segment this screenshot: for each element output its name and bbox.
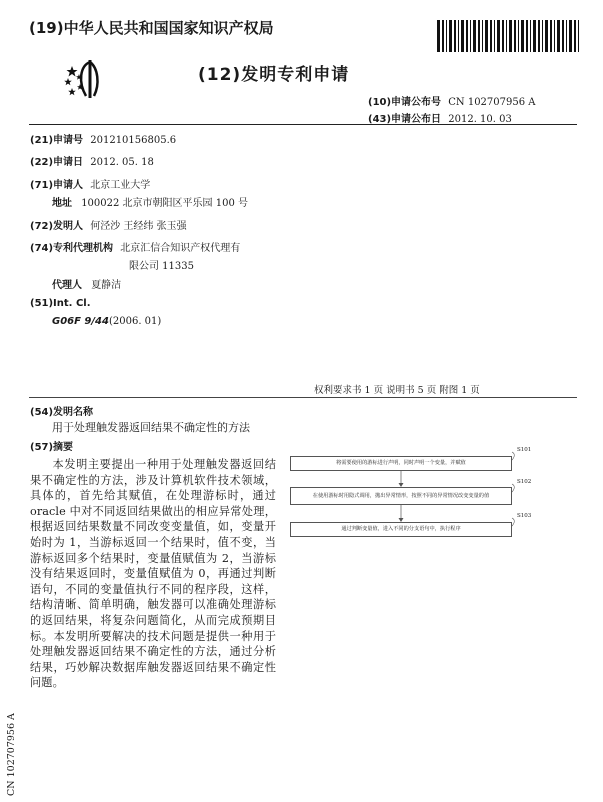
flow-step-3-text: 通过判断变量值，进入不同的分支语句中，执行程序 [341,526,461,533]
publication-number-value: CN 102707956 A [448,97,536,108]
agent-value: 夏静洁 [91,280,122,291]
ipc-label-text: (51)Int. Cl. [30,298,91,309]
flow-step-2-text: 在使用游标时用隐式调用，抛出异常情形，按照不同的异常情况改变变量的值 [312,492,490,499]
publication-number-label: (10)申请公布号 [368,97,442,108]
ipc-label [30,298,91,309]
inventors-label: (72)发明人 [30,221,84,232]
document-type: (12)发明专利申请 [198,65,350,85]
barcode [435,20,585,52]
cnipa-logo [60,56,106,102]
ipc-version: (2006. 01) [108,316,162,327]
summary-divider [29,397,577,398]
address-value: 100022 北京市朝阳区平乐园 100 号 [81,198,248,209]
office-name: (19)中华人民共和国国家知识产权局 [29,19,274,37]
applicant [30,176,150,191]
agent-label: 代理人 [52,280,82,291]
agent [52,276,121,291]
flow-step-1-id: S101 [517,447,532,453]
filing-date-label: (22)申请日 [30,157,84,168]
title-label: (54)发明名称 [30,407,94,418]
address-label: 地址 [52,198,72,209]
filing-date-value: 2012. 05. 18 [90,157,154,168]
application-number-label: (21)申请号 [30,135,84,146]
publication-number [368,93,536,108]
ipc-code: G06F 9/44 [52,316,109,327]
side-publication-number-text: CN 102707956 A [6,713,17,796]
patent-agency-continued: 限公司 11335 [129,261,194,272]
flowchart-connectors [280,446,540,541]
abstract-body: 本发明主要提出一种用于处理触发器返回结果不确定性的方法，涉及计算机软件技术领域，具体的，首先给其赋值，在处理游标时，通过 oracle 中对不同返回结果做出的相应异常处理，根据返回结果数量不同改变变量值，如，变量开始时为 1，当游标返回一个结果时，值不变，当游标返回多个结果时，变量值赋值为 2，当游标没有结果返回时，变量值赋值为 0，再通过判断语句，不同的变量值执行不同的程序段，这样，结构清晰、简单明确，触发器可以准确处理游标的返回结果，将复杂问题简化，从而完成预期目标。本发明所要解决的技术问题是提供一种用于处理触发器返回结果不确定性的方法，通过分析结果，巧妙解决数据库触发器返回结果不确定性问题。 [30,458,276,690]
publication-date-value: 2012. 10. 03 [448,114,512,125]
side-publication-number [4,690,18,800]
publication-date [368,110,512,125]
filing-date [30,153,154,168]
flow-step-2-id: S102 [517,479,532,485]
invention-title: 用于处理触发器返回结果不确定性的方法 [52,421,250,434]
abstract-text [30,457,276,691]
pages-summary: 权利要求书 1 页 说明书 5 页 附图 1 页 [314,385,480,396]
abstract-label: (57)摘要 [30,442,74,453]
application-number [30,131,176,146]
flow-step-1-text: 将需要使用的游标进行声明，同时声明一个变量，并赋值 [336,460,466,467]
inventors [30,217,187,232]
inventors-value: 何泾沙 王经纬 张玉强 [90,221,187,232]
header-divider [29,124,577,125]
ipc-classification [52,316,161,327]
application-number-value: 201210156805.6 [90,135,177,146]
applicant-value: 北京工业大学 [90,180,151,191]
patent-agency [30,239,240,254]
patent-agency-value: 北京汇信合知识产权代理有 [120,243,241,254]
flow-step-3-id: S103 [517,513,532,519]
address [52,194,248,209]
patent-agency-label: (74)专利代理机构 [30,243,114,254]
applicant-label: (71)申请人 [30,180,84,191]
publication-date-label: (43)申请公布日 [368,114,442,125]
